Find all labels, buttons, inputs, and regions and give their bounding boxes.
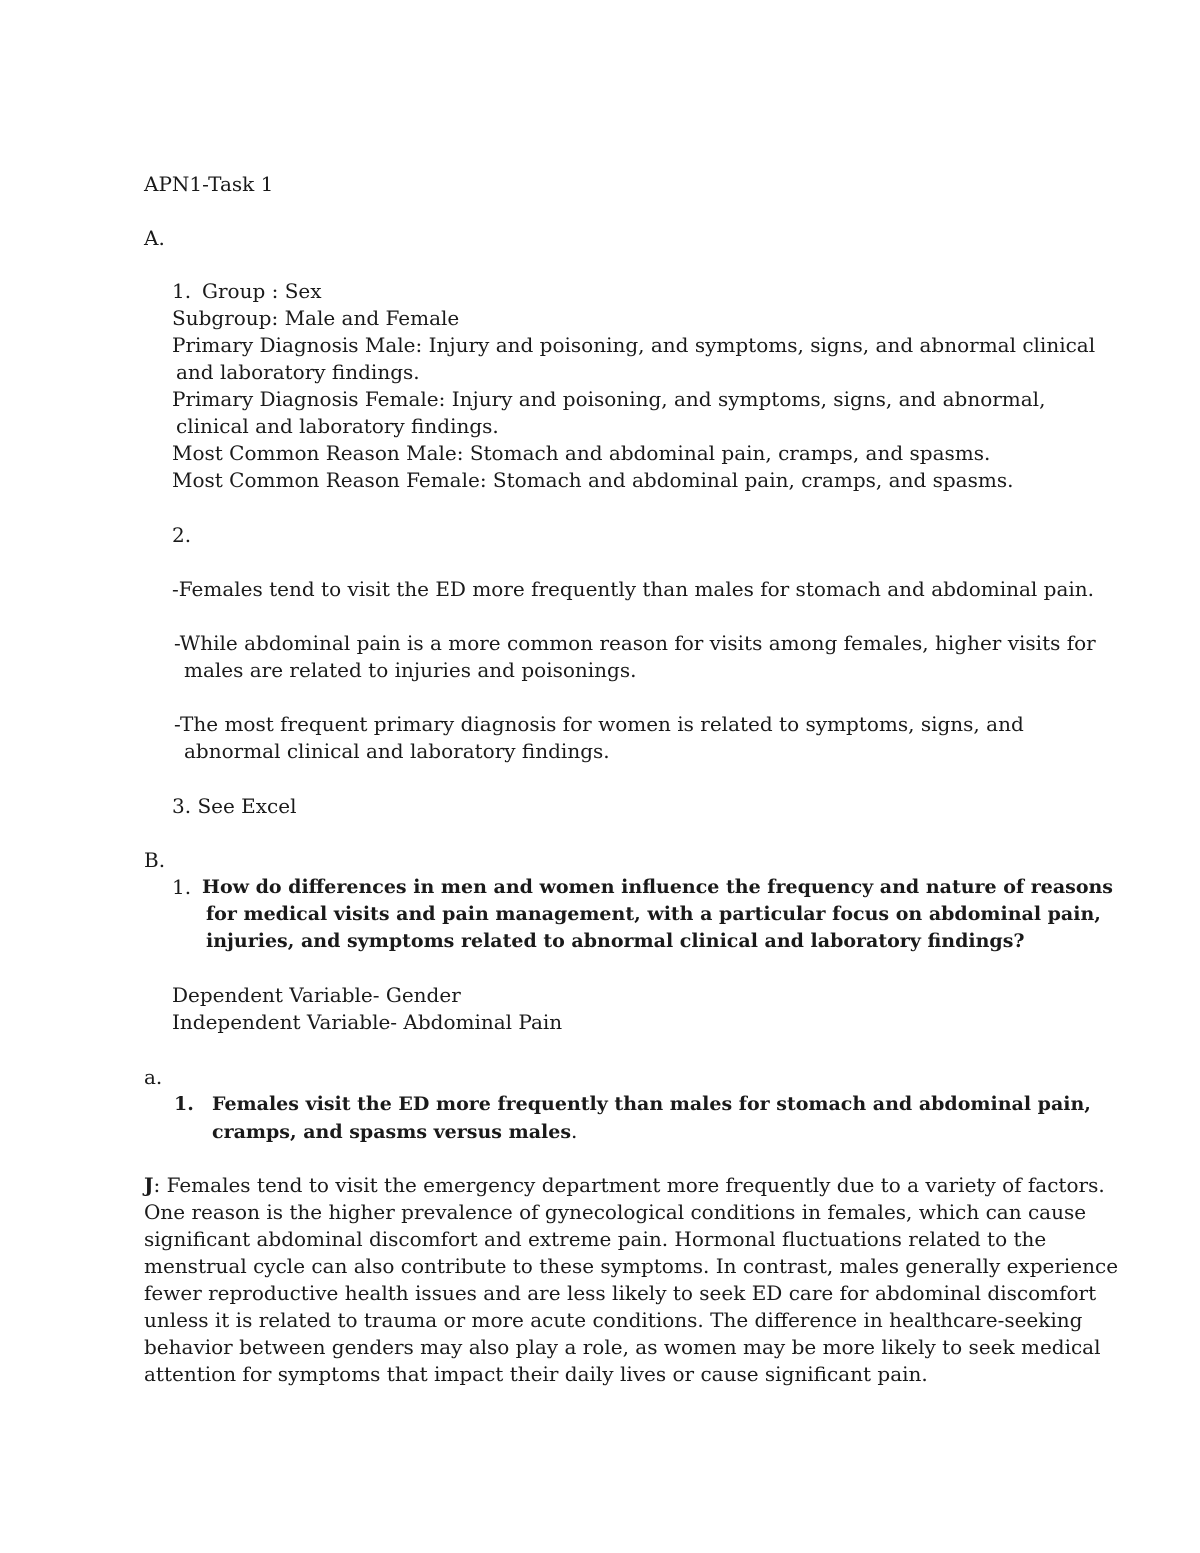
question-number: 1. bbox=[172, 875, 192, 899]
primary-diagnosis-male-line1: Primary Diagnosis Male: Injury and poisoning, and symptoms, signs, and abnormal clinical bbox=[172, 333, 1096, 357]
group-line: Group : Sex bbox=[202, 279, 322, 303]
item1-number: 1. bbox=[172, 279, 192, 303]
independent-variable: Independent Variable- Abdominal Pain bbox=[172, 1010, 563, 1034]
justification-line5: fewer reproductive health issues and are less likely to seek ED care for abdominal discomfort bbox=[144, 1281, 1097, 1305]
justification-line1 bbox=[144, 1172, 1105, 1199]
research-question-line1: How do differences in men and women influence the frequency and nature of reasons bbox=[202, 876, 1114, 898]
hypothesis-period: . bbox=[571, 1119, 578, 1143]
justification-label: J bbox=[144, 1173, 154, 1197]
finding-point-2-line1: -While abdominal pain is a more common reason for visits among females, higher visits for bbox=[174, 631, 1096, 655]
section-a-heading: A. bbox=[144, 226, 165, 250]
finding-point-1: -Females tend to visit the ED more frequently than males for stomach and abdominal pain. bbox=[172, 577, 1095, 601]
hypothesis-line2 bbox=[212, 1118, 577, 1146]
hypothesis-line1: Females visit the ED more frequently than males for stomach and abdominal pain, bbox=[212, 1093, 1091, 1115]
document-title: APN1-Task 1 bbox=[144, 172, 274, 196]
most-common-reason-female: Most Common Reason Female: Stomach and abdominal pain, cramps, and spasms. bbox=[172, 468, 1014, 492]
subsection-a-heading: a. bbox=[144, 1065, 163, 1089]
finding-point-3-line2: abnormal clinical and laboratory findings. bbox=[184, 739, 610, 763]
section-b-heading: B. bbox=[144, 848, 166, 872]
primary-diagnosis-male-line2: and laboratory findings. bbox=[176, 360, 420, 384]
justification-line6: unless it is related to trauma or more acute conditions. The difference in healthcare-seeking bbox=[144, 1308, 1083, 1332]
primary-diagnosis-female-line2: clinical and laboratory findings. bbox=[176, 414, 499, 438]
most-common-reason-male: Most Common Reason Male: Stomach and abdominal pain, cramps, and spasms. bbox=[172, 441, 991, 465]
research-question-line2: for medical visits and pain management, with a particular focus on abdominal pain, bbox=[206, 903, 1101, 925]
justification-line7: behavior between genders may also play a role, as women may be more likely to seek medical bbox=[144, 1335, 1101, 1359]
subgroup-line: Subgroup: Male and Female bbox=[172, 306, 460, 330]
justification-line2: One reason is the higher prevalence of gynecological conditions in females, which can cause bbox=[144, 1200, 1087, 1224]
item2-number: 2. bbox=[172, 523, 192, 547]
justification-text-1: : Females tend to visit the emergency department more frequently due to a variety of factors. bbox=[153, 1173, 1105, 1197]
finding-point-3-line1: -The most frequent primary diagnosis for women is related to symptoms, signs, and bbox=[174, 712, 1024, 736]
research-question-line3: injuries, and symptoms related to abnormal clinical and laboratory findings? bbox=[206, 930, 1025, 952]
justification-line8: attention for symptoms that impact their daily lives or cause significant pain. bbox=[144, 1362, 928, 1386]
hypothesis-number: 1. bbox=[174, 1093, 194, 1115]
finding-point-2-line2: males are related to injuries and poisonings. bbox=[184, 658, 637, 682]
primary-diagnosis-female-line1: Primary Diagnosis Female: Injury and poisoning, and symptoms, signs, and abnormal, bbox=[172, 387, 1046, 411]
hypothesis-line2-text: cramps, and spasms versus males bbox=[212, 1121, 572, 1143]
dependent-variable: Dependent Variable- Gender bbox=[172, 983, 461, 1007]
justification-line3: significant abdominal discomfort and extreme pain. Hormonal fluctuations related to the bbox=[144, 1227, 1047, 1251]
justification-line4: menstrual cycle can also contribute to these symptoms. In contrast, males generally experience bbox=[144, 1254, 1119, 1278]
item3-see-excel: 3. See Excel bbox=[172, 794, 297, 818]
